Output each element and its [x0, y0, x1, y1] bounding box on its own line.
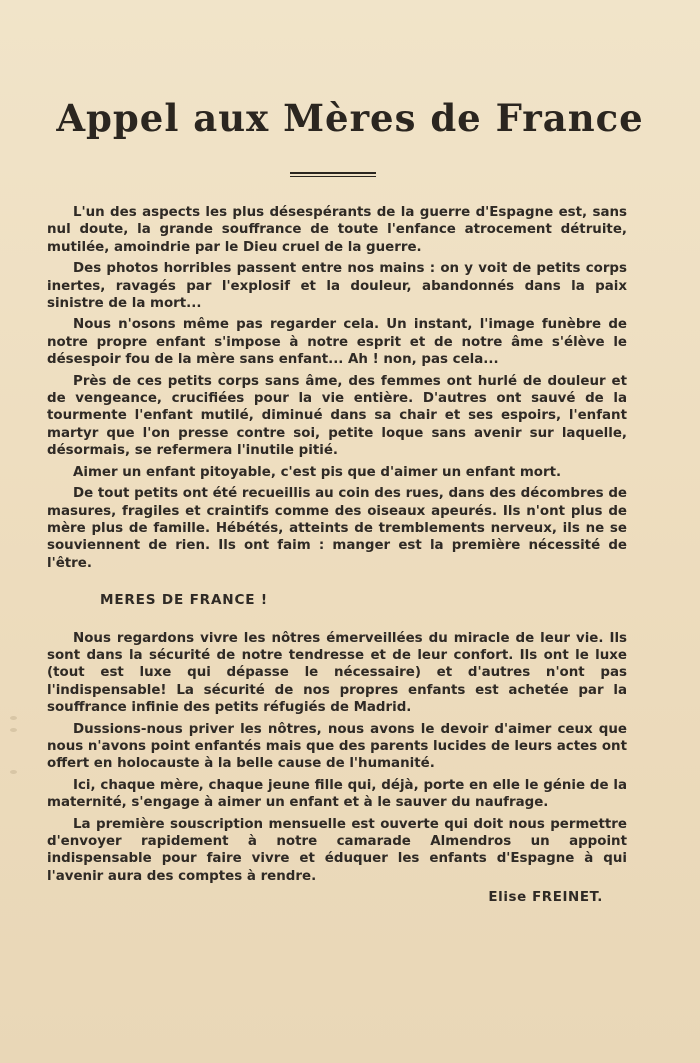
body-paragraph: Ici, chaque mère, chaque jeune fille qui, déjà, porte en elle le génie de la maternité, s'engage à aimer un enfant et à le sauver du naufrage.	[47, 777, 627, 811]
section-heading: MERES DE FRANCE !	[100, 592, 268, 609]
binding-hole-mark	[10, 716, 17, 720]
body-paragraph: La première souscription mensuelle est ouverte qui doit nous permettre d'envoyer rapidement à notre camarade Almendros un appoint indispensable pour faire vivre et éduquer les enfants d'Espagne à qui l'avenir aura des comptes à rendre.	[47, 816, 627, 884]
body-paragraph: Aimer un enfant pitoyable, c'est pis que d'aimer un enfant mort.	[73, 464, 562, 480]
body-paragraph: Nous n'osons même pas regarder cela. Un instant, l'image funèbre de notre propre enfant s'impose à notre esprit et de notre âme s'élève le désespoir fou de la mère sans enfant... Ah ! non, pas cela...	[47, 317, 627, 368]
binding-hole-mark	[10, 728, 17, 732]
document-title: Appel aux Mères de France	[56, 96, 644, 140]
body-paragraph: Nous regardons vivre les nôtres émerveillées du miracle de leur vie. Ils sont dans la sécurité de notre tendresse et de leur confort. Ils ont le luxe (tout est luxe qui dépasse le nécessaire) et d'autres n'ont pas l'indispensable! La sécurité de nos propres enfants est achetée par la souffrance infinie des petits réfugiés de Madrid.	[47, 630, 627, 716]
binding-hole-mark	[10, 770, 17, 774]
body-paragraph: De tout petits ont été recueillis au coin des rues, dans des décombres de masures, fragiles et craintifs comme des oiseaux apeurés. Ils n'ont plus de mère plus de famille. Hébétés, atteints de tremblements nerveux, ils ne se souviennent de rien. Ils ont faim : manger est la première nécessité de l'être.	[47, 486, 627, 571]
body-paragraph: L'un des aspects les plus désespérants de la guerre d'Espagne est, sans nul doute, la grande souffrance de toute l'enfance atrocement détruite, mutilée, amoindrie par le Dieu cruel de la guerre.	[47, 205, 627, 255]
body-paragraph: Dussions-nous priver les nôtres, nous avons le devoir d'aimer ceux que nous n'avons point enfantés mais que des parents lucides de leurs actes ont offert en holocauste à la belle cause de l'humanité.	[47, 721, 627, 772]
document-body	[47, 204, 627, 907]
body-paragraph: Près de ces petits corps sans âme, des femmes ont hurlé de douleur et de vengeance, crucifiées pour la vie entière. D'autres ont sauvé de la tourmente l'enfant mutilé, diminué dans sa chair et ses espoirs, l'enfant martyr que l'on presse contre soi, petite loque sans avenir sur laquelle, désormais, se refermera l'inutile pitié.	[47, 373, 627, 459]
signature: Elise FREINET.	[488, 890, 603, 906]
title-divider	[290, 172, 376, 177]
body-paragraph: Des photos horribles passent entre nos mains : on y voit de petits corps inertes, ravagés par l'explosif et la douleur, abandonnés dans la paix sinistre de la mort...	[47, 261, 627, 312]
